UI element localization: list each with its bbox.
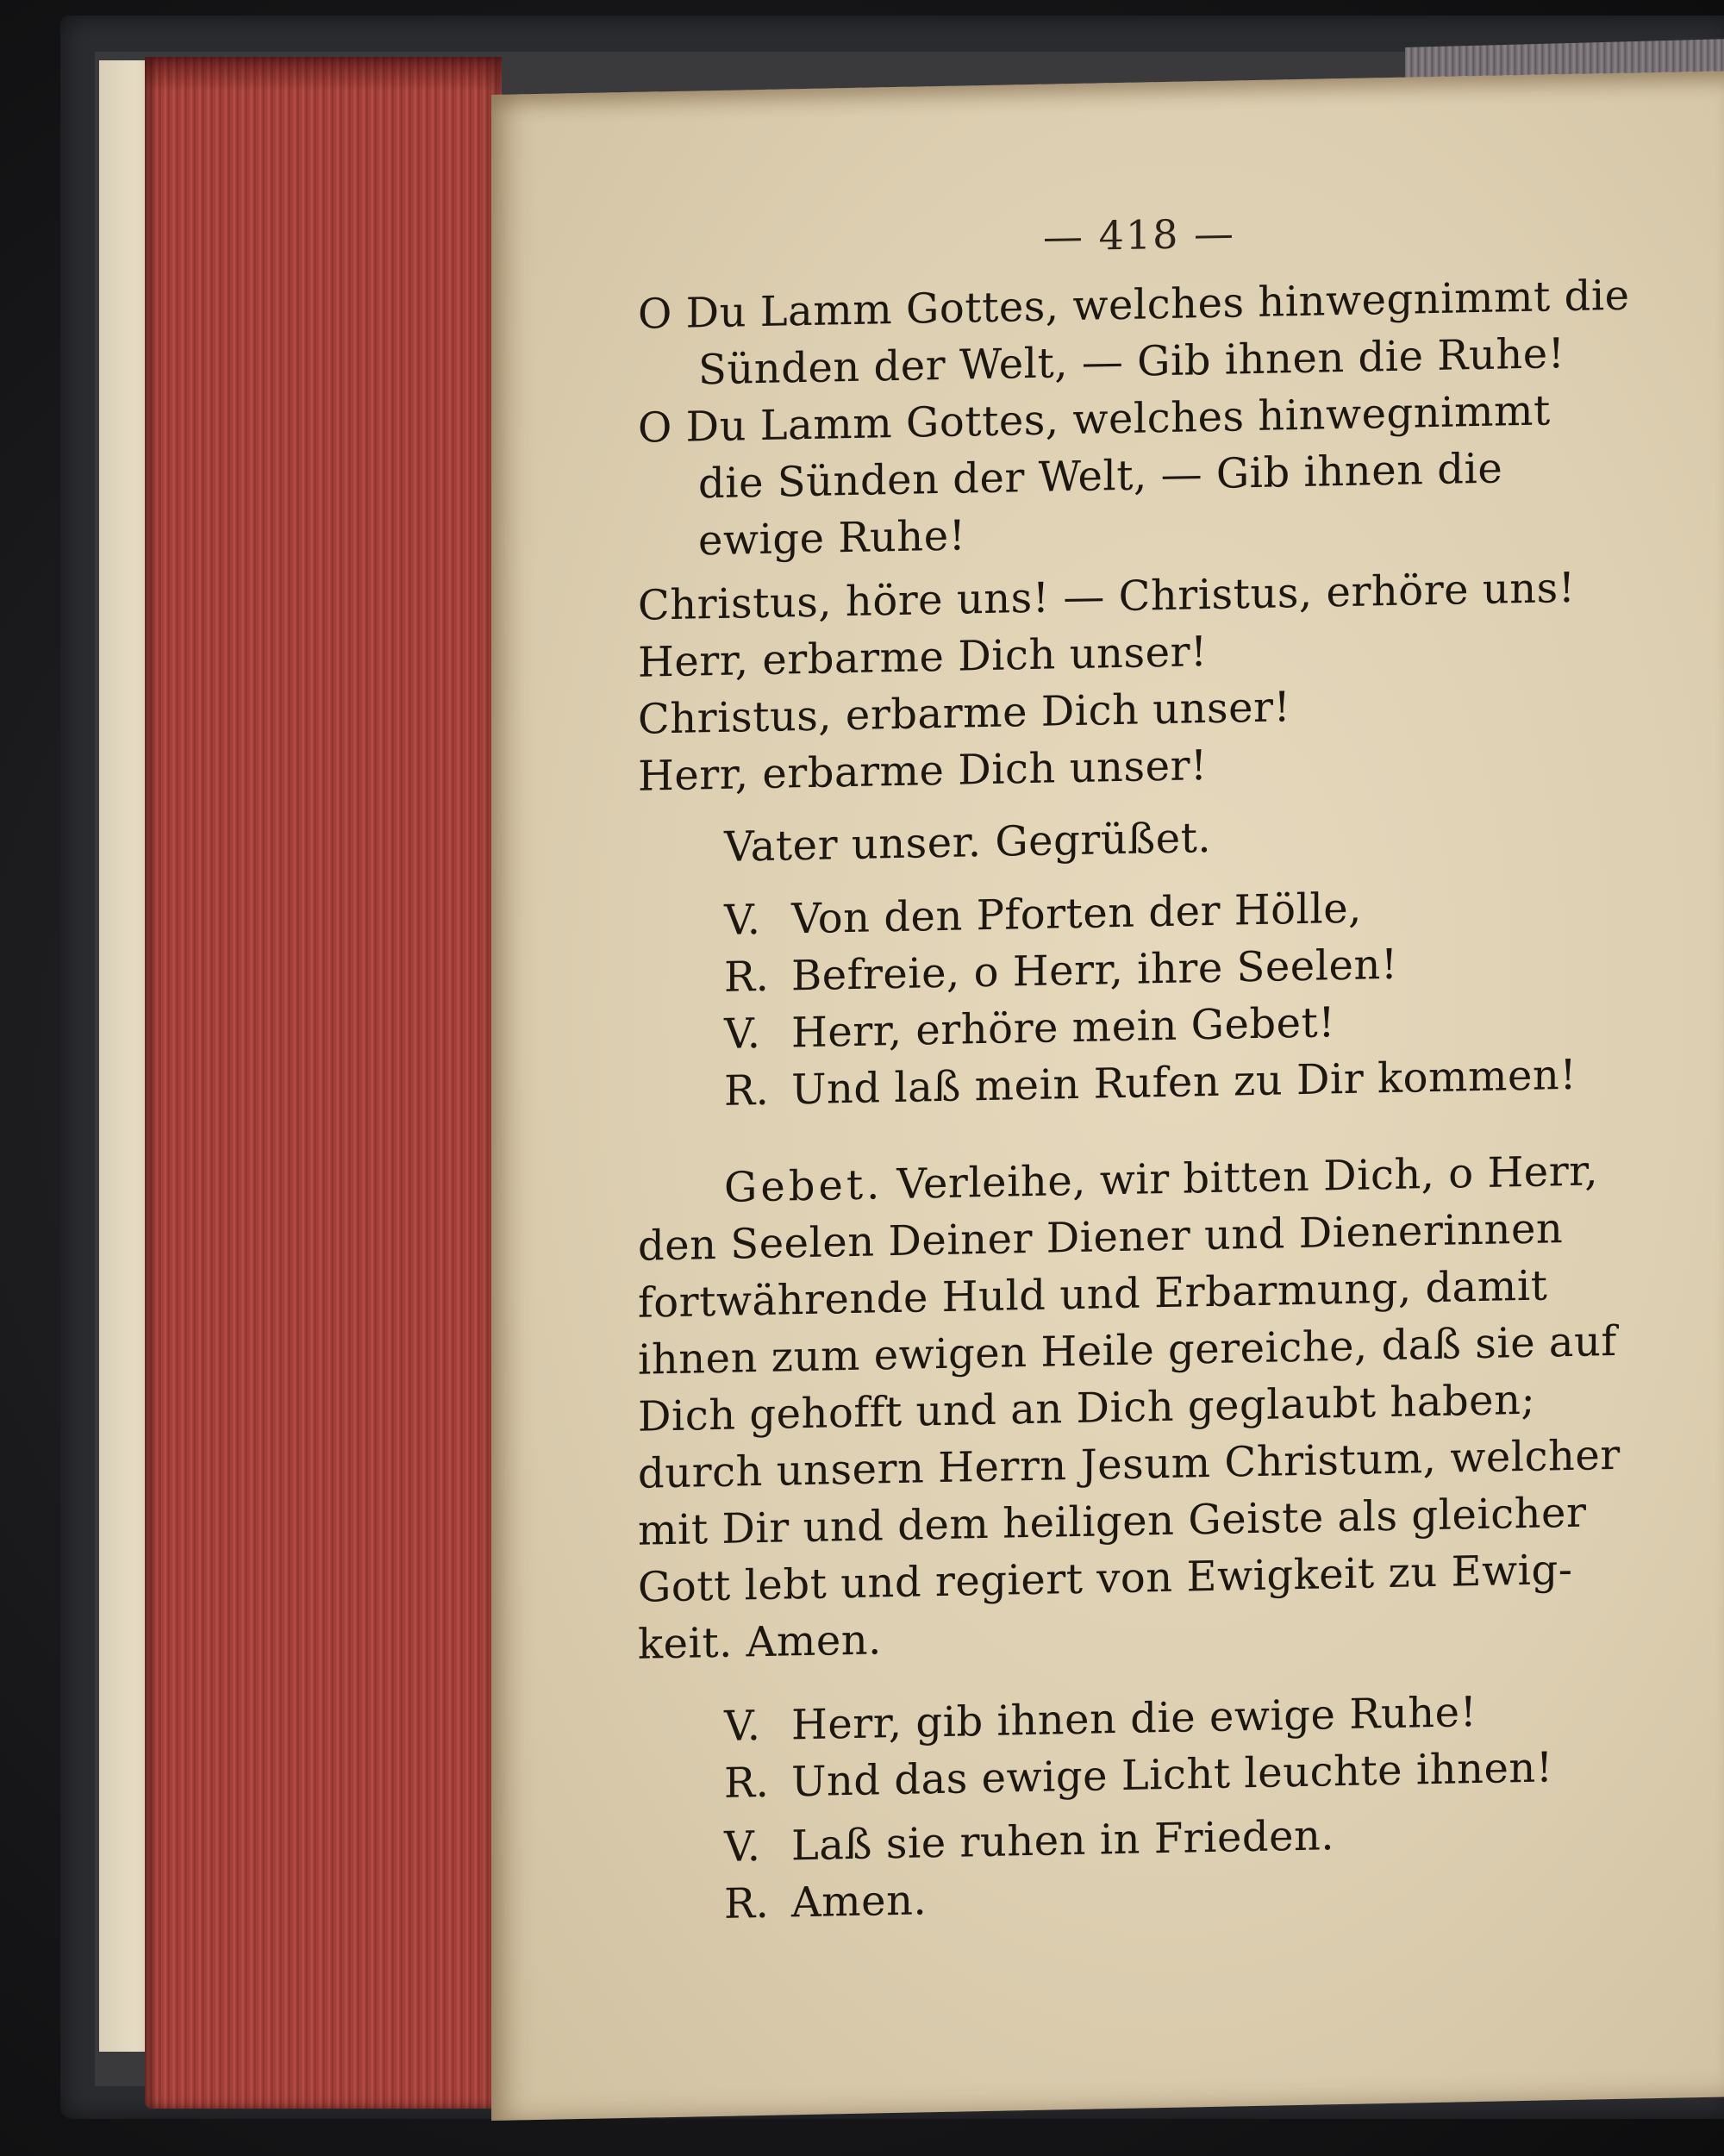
page-number: — 418 — <box>1043 209 1236 260</box>
versicle-text: Herr, erhöre mein Gebet! <box>791 998 1336 1058</box>
text-line: fortwährende Huld und Erbarmung, damit <box>638 1261 1548 1328</box>
versicle-text: Laß sie ruhen in Frieden. <box>791 1811 1335 1871</box>
agnus-dei-2 <box>638 379 1694 571</box>
response-mark: R. <box>724 1758 770 1808</box>
text-line: mit Dir und dem heiligen Geiste als gleicher <box>638 1488 1587 1555</box>
versicle-mark: V. <box>724 1701 761 1751</box>
response-mark: R. <box>724 952 770 1002</box>
response-text: Und das ewige Licht leuchte ihnen! <box>791 1743 1553 1807</box>
response-text: Befreie, o Herr, ihre Seelen! <box>791 940 1398 1001</box>
printed-page <box>491 71 1724 2121</box>
gebet-paragraph <box>638 1140 1694 1673</box>
versicle-text: Von den Pforten der Hölle, <box>791 884 1362 944</box>
text-line: ihnen zum ewigen Heile gereiche, daß sie auf <box>638 1316 1617 1384</box>
page-edges-shadow <box>145 57 502 91</box>
gebet-first-line: Verleihe, wir bitten Dich, o Herr, <box>896 1147 1599 1209</box>
text-line: Christus, erbarme Dich unser! <box>638 683 1291 744</box>
text-line: den Seelen Deiner Diener und Dienerinnen <box>638 1204 1564 1271</box>
versicle-text: Herr, gib ihnen die ewige Ruhe! <box>791 1688 1477 1750</box>
text-line: Gott lebt und regiert von Ewigkeit zu Ewig- <box>638 1545 1573 1612</box>
text-line: Christus, höre uns! — Christus, erhöre uns! <box>638 563 1576 630</box>
prayers-note <box>638 800 1694 878</box>
text-line: ewige Ruhe! <box>698 511 966 566</box>
text-line: Sünden der Welt, — Gib ihnen die Ruhe! <box>698 329 1565 395</box>
versicle-mark: V. <box>724 1009 761 1059</box>
text-line: keit. Amen. <box>638 1615 882 1669</box>
versicle-mark: V. <box>724 1822 761 1872</box>
response-mark: R. <box>724 1878 770 1928</box>
text-line: durch unsern Herrn Jesum Christum, welcher <box>638 1430 1621 1498</box>
text-line: die Sünden der Welt, — Gib ihnen die <box>698 444 1503 509</box>
text-line: Herr, erbarme Dich unser! <box>638 741 1208 801</box>
response-text: Und laß mein Rufen zu Dir kommen! <box>791 1050 1577 1115</box>
text-line: Vater unser. Gegrüßet. <box>724 813 1212 872</box>
versicles-1 <box>638 873 1694 1122</box>
red-page-edges <box>145 57 502 2109</box>
versicle-mark: V. <box>724 895 761 945</box>
kyrie <box>638 557 1694 805</box>
gebet-heading: Gebet. <box>724 1160 884 1212</box>
text-line: O Du Lamm Gottes, welches hinwegnimmt die <box>638 271 1630 339</box>
agnus-dei-1 <box>638 266 1694 400</box>
text-line: Herr, erbarme Dich unser! <box>638 628 1208 687</box>
versicles-2 <box>638 1679 1694 1934</box>
response-mark: R. <box>724 1066 770 1115</box>
response-text: Amen. <box>791 1876 928 1928</box>
text-line: Dich gehofft und an Dich geglaubt haben; <box>638 1375 1536 1441</box>
text-line: O Du Lamm Gottes, welches hinwegnimmt <box>638 386 1551 453</box>
